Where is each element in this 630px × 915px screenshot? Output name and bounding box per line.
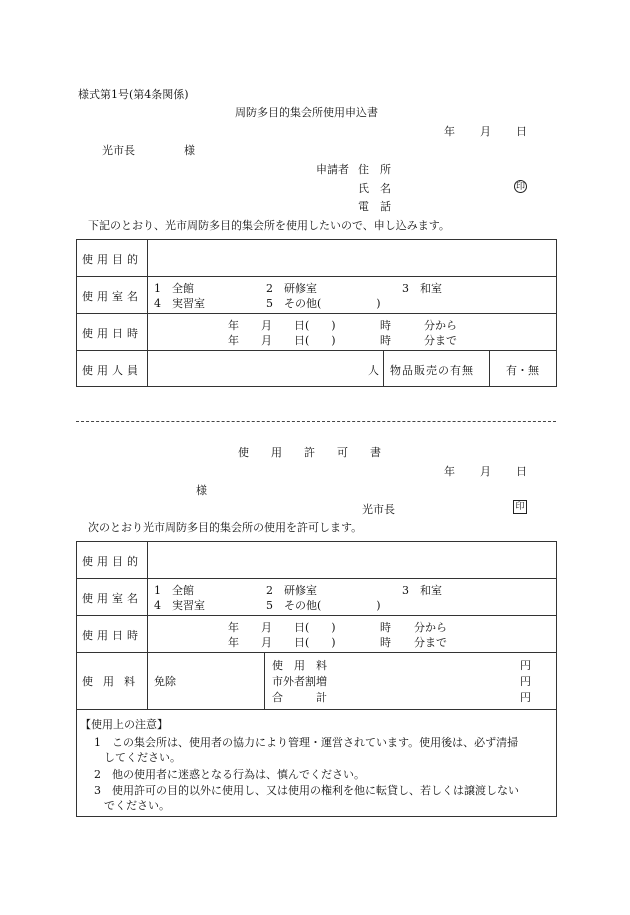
app-room-option-4[interactable]: 4 実習室 (154, 297, 205, 310)
permit-fee-yen-2: 円 (520, 675, 531, 688)
permit-purpose-field[interactable] (150, 544, 552, 574)
form-title: 周防多目的集会所使用申込書 (235, 106, 378, 119)
app-start-hour[interactable]: 時 (380, 319, 391, 332)
permit-fee-item-total: 合 計 (272, 691, 327, 704)
note-1-line-1: 1 この集会所は、使用者の協力により管理・運営されています。使用後は、必ず清掃 (94, 736, 519, 749)
app-purpose-field[interactable] (150, 242, 552, 272)
application-intro: 下記のとおり、光市周防多目的集会所を使用したいので、申し込みます。 (88, 219, 450, 232)
permit-title: 使 用 許 可 書 (238, 446, 381, 459)
app-room-option-3[interactable]: 3 和室 (402, 282, 442, 295)
permit-fee-yen-3: 円 (520, 691, 531, 704)
permit-fee-item-usage: 使 用 料 (272, 659, 327, 672)
app-room-option-1[interactable]: 1 全館 (154, 282, 194, 295)
permit-end-minute[interactable]: 分まで (414, 636, 447, 649)
form-number: 様式第1号(第4条関係) (78, 88, 189, 101)
app-sales-value[interactable]: 有・無 (506, 364, 539, 377)
app-room-option-5[interactable]: 5 その他( ) (266, 297, 381, 310)
date-month: 月 (480, 125, 491, 138)
permit-end-hour[interactable]: 時 (380, 636, 391, 649)
app-people-label: 使用人員 (82, 364, 142, 377)
permit-honorific: 様 (196, 484, 207, 497)
seal-icon: 印 (515, 182, 525, 192)
app-start-minute[interactable]: 分から (424, 319, 457, 332)
app-start-date[interactable]: 年 月 日( ) (228, 319, 336, 332)
addressee: 光市長 (102, 144, 135, 157)
app-datetime-label: 使用日時 (82, 327, 142, 340)
permit-start-date[interactable]: 年 月 日( ) (228, 621, 336, 634)
name-label: 氏 名 (358, 182, 391, 195)
note-2: 2 他の使用者に迷惑となる行為は、慎んでください。 (94, 768, 365, 781)
permit-end-date[interactable]: 年 月 日( ) (228, 636, 336, 649)
app-sales-label: 物品販売の有無 (390, 364, 474, 377)
app-end-hour[interactable]: 時 (380, 334, 391, 347)
permit-room-label: 使用室名 (82, 592, 142, 605)
permit-mayor: 光市長 (362, 503, 395, 516)
permit-room-option-2[interactable]: 2 研修室 (266, 584, 317, 597)
permit-datetime-label: 使用日時 (82, 629, 142, 642)
permit-room-option-4[interactable]: 4 実習室 (154, 599, 205, 612)
app-people-unit: 人 (368, 364, 379, 377)
permit-room-option-3[interactable]: 3 和室 (402, 584, 442, 597)
note-3-line-2: でください。 (104, 799, 170, 812)
addressee-honorific: 様 (184, 144, 195, 157)
permit-date-year: 年 (444, 465, 455, 478)
permit-date-month: 月 (480, 465, 491, 478)
app-end-date[interactable]: 年 月 日( ) (228, 334, 336, 347)
app-room-option-2[interactable]: 2 研修室 (266, 282, 317, 295)
date-year: 年 (444, 125, 455, 138)
permit-fee-yen-1: 円 (520, 659, 531, 672)
permit-fee-exempt[interactable]: 免除 (154, 675, 176, 688)
address-label: 住 所 (358, 163, 391, 176)
permit-fee-label: 使用料 (82, 675, 145, 688)
notes-heading: 【使用上の注意】 (80, 718, 168, 731)
app-end-minute[interactable]: 分まで (424, 334, 457, 347)
app-room-label: 使用室名 (82, 290, 142, 303)
permit-room-option-1[interactable]: 1 全館 (154, 584, 194, 597)
applicant-label: 申請者 (316, 163, 349, 176)
permit-room-option-5[interactable]: 5 その他( ) (266, 599, 381, 612)
permit-start-minute[interactable]: 分から (414, 621, 447, 634)
note-3-line-1: 3 使用許可の目的以外に使用し、又は使用の権利を他に転貸し、若しくは譲渡しない (94, 784, 519, 797)
cut-line (76, 421, 556, 422)
date-day: 日 (516, 125, 527, 138)
permit-intro: 次のとおり光市周防多目的集会所の使用を許可します。 (88, 521, 363, 534)
permit-purpose-label: 使用目的 (82, 555, 142, 568)
phone-label: 電 話 (358, 200, 391, 213)
permit-seal-icon: 印 (513, 500, 527, 514)
permit-fee-item-outsider: 市外者割増 (272, 675, 327, 688)
permit-date-day: 日 (516, 465, 527, 478)
app-purpose-label: 使用目的 (82, 253, 142, 266)
permit-start-hour[interactable]: 時 (380, 621, 391, 634)
note-1-line-2: してください。 (104, 751, 181, 764)
